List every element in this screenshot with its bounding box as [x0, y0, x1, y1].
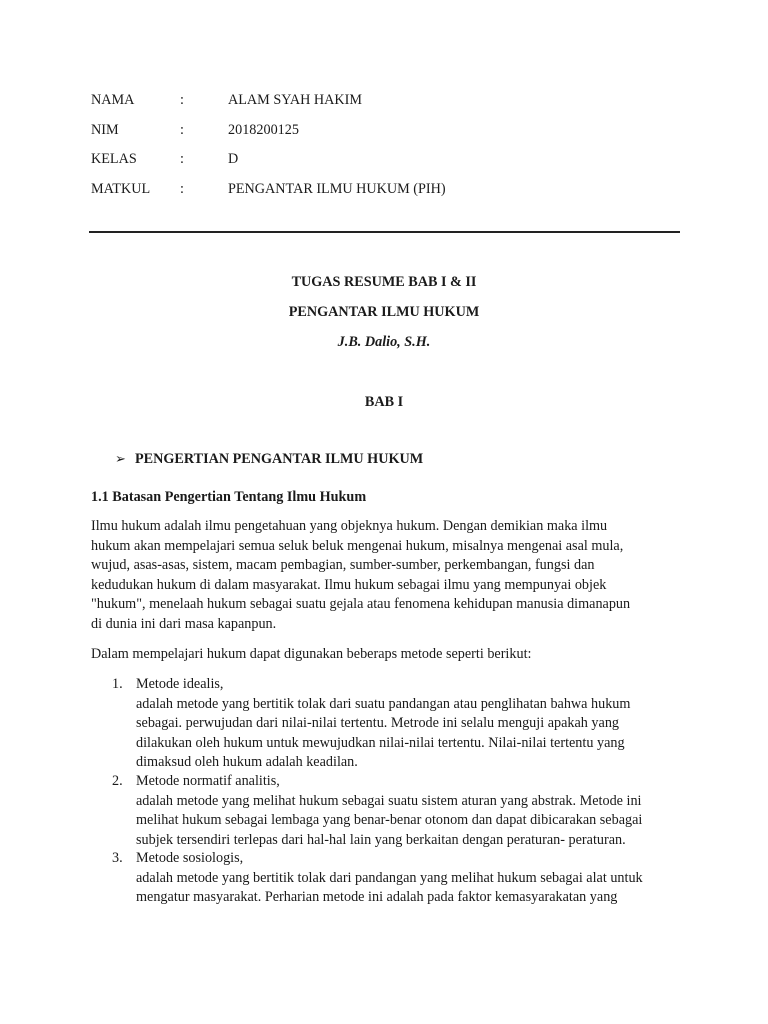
list-item-line: dilakukan oleh hukum untuk mewujudkan nilai-nilai tertentu. Nilai-nilai tertentu yang: [136, 734, 625, 751]
subsection-heading: 1.1 Batasan Pengertian Tentang Ilmu Hukum: [91, 489, 367, 505]
chapter-heading: BAB I: [364, 394, 404, 410]
list-item-body: [136, 849, 643, 908]
list-item-line: sebagai. perwujudan dari nilai-nilai tertentu. Metrode ini selalu menguji apakah yang: [136, 715, 620, 731]
section-heading: [115, 451, 423, 468]
list-item-body: [136, 772, 642, 850]
info-value: ALAM SYAH HAKIM: [228, 92, 362, 108]
list-item-line: melihat hukum sebagai lembaga yang benar-benar otonom dan dapat dibicarakan sebagai: [136, 812, 643, 828]
info-value: PENGANTAR ILMU HUKUM (PIH): [228, 180, 446, 197]
paragraph-1: [91, 517, 681, 634]
info-label: KELAS: [91, 151, 137, 167]
list-item-line: adalah metode yang melihat hukum sebagai suatu sistem aturan yang abstrak. Metode ini: [136, 792, 642, 809]
list-item-line: mengatur masyarakat. Perharian metode ini adalah pada faktor kemasyarakatan yang: [136, 889, 618, 905]
info-colon: :: [180, 121, 184, 138]
info-value: 2018200125: [228, 121, 299, 138]
document-author: J.B. Dalio, S.H.: [337, 334, 431, 350]
list-item-body: [136, 675, 630, 773]
paragraph-line: hukum akan mempelajari semua seluk beluk mengenai hukum, misalnya mengenai asal mula,: [91, 537, 624, 554]
paragraph-line: wujud, asas-asas, sistem, macam pembagian, sumber-sumber, perkembangan, fungsi dan: [91, 557, 595, 573]
info-colon: :: [180, 180, 184, 197]
paragraph-line: "hukum", menelaah hukum sebagai suatu gejala atau fenomena kehidupan manusia dimanapun: [91, 596, 631, 612]
paragraph-line: kedudukan hukum di dalam masyarakat. Ilmu hukum sebagai ilmu yang mempunyai objek: [91, 576, 607, 593]
info-label: NIM: [91, 121, 119, 138]
info-label: NAMA: [91, 92, 135, 108]
horizontal-rule: [89, 231, 680, 233]
list-number: 3.: [112, 850, 123, 866]
document-title: TUGAS RESUME BAB I & II: [291, 274, 477, 290]
info-colon: :: [180, 92, 184, 108]
list-item-line: adalah metode yang bertitik tolak dari pandangan yang melihat hukum sebagai alat untuk: [136, 869, 643, 886]
list-item-line: dimaksud oleh hukum adalah keadilan.: [136, 754, 358, 770]
list-item-line: adalah metode yang bertitik tolak dari suatu pandangan atau penglihatan bahwa hukum: [136, 695, 631, 712]
list-number: 2.: [112, 773, 123, 789]
info-label: MATKUL: [91, 180, 151, 197]
arrow-bullet-icon: ➢: [115, 452, 126, 467]
list-number: 1.: [112, 676, 123, 692]
document-subtitle: PENGANTAR ILMU HUKUM: [288, 304, 480, 320]
list-item-line: subjek tersendiri terlepas dari hal-hal lain yang berkaitan dengan peraturan- peraturan.: [136, 831, 626, 848]
paragraph-line: Ilmu hukum adalah ilmu pengetahuan yang objeknya hukum. Dengan demikian maka ilmu: [91, 518, 608, 534]
paragraph-line: di dunia ini dari masa kapanpun.: [91, 615, 277, 632]
list-item-title: Metode normatif analitis,: [136, 773, 280, 789]
list-item-title: Metode sosiologis,: [136, 850, 244, 866]
section-heading-text: PENGERTIAN PENGANTAR ILMU HUKUM: [135, 451, 424, 467]
list-item-title: Metode idealis,: [136, 676, 224, 692]
info-value: D: [228, 151, 239, 167]
paragraph-line: Dalam mempelajari hukum dapat digunakan beberaps metode seperti berikut:: [91, 646, 532, 662]
paragraph-2: [91, 645, 681, 665]
info-colon: :: [180, 151, 184, 167]
